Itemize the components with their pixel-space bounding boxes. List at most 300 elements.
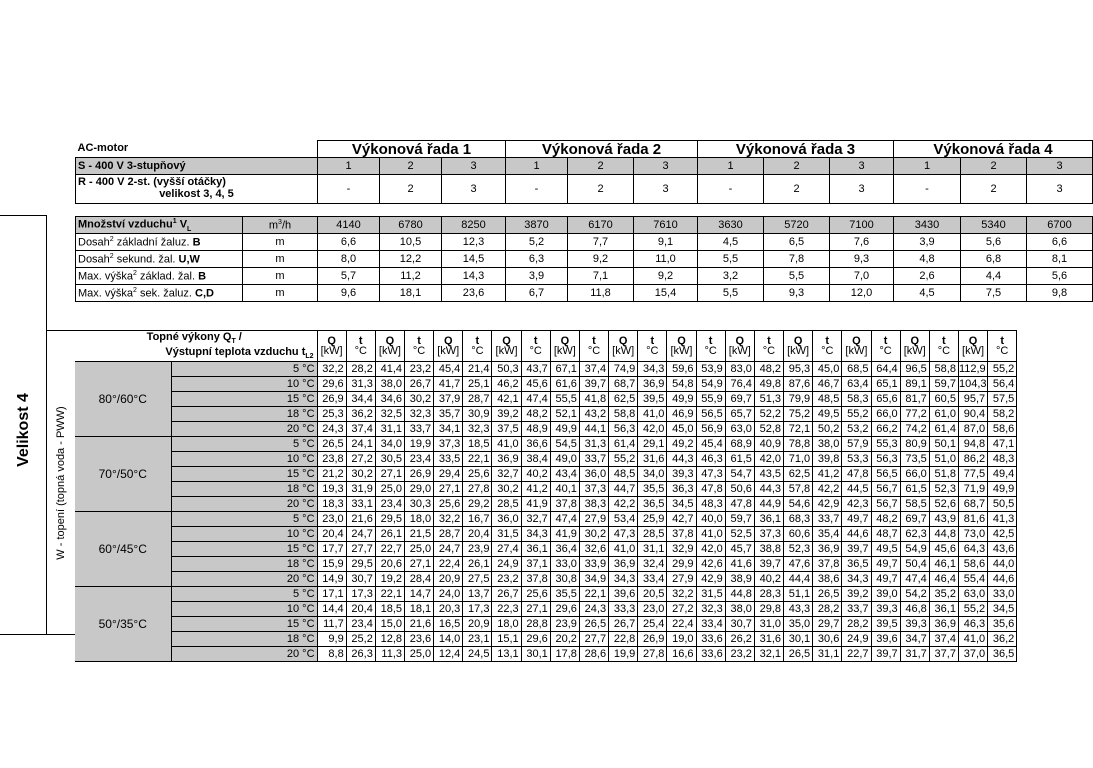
series-row	[76, 141, 1093, 158]
q-unit: [kW]	[728, 345, 751, 358]
t-value: 30,7	[346, 572, 375, 587]
t-value: 37,8	[813, 557, 842, 572]
t-value: 44,0	[988, 557, 1017, 572]
t-value: 52,8	[754, 422, 783, 437]
q-value: 33,5	[434, 452, 463, 467]
t-header	[405, 331, 434, 362]
q-symbol: Q	[735, 334, 745, 347]
t-value: 49,8	[754, 377, 783, 392]
q-value: 68,9	[725, 437, 754, 452]
air-value: 5720	[764, 217, 830, 234]
t-value: 49,5	[871, 542, 900, 557]
param-unit: m	[243, 268, 318, 285]
q-unit: [kW]	[378, 345, 401, 358]
heading-line2-a: Výstupní teplota vzduchu t	[165, 346, 306, 359]
q-value: 94,8	[958, 437, 987, 452]
t-value: 52,3	[929, 482, 958, 497]
t-value: 42,5	[988, 527, 1017, 542]
gap-row	[76, 204, 1093, 217]
t-value: 66,2	[871, 422, 900, 437]
q-value: 61,4	[609, 437, 638, 452]
t-value: 37,7	[929, 647, 958, 662]
param-value: 7,7	[568, 234, 634, 251]
q-value: 62,5	[609, 392, 638, 407]
q-value: 41,0	[609, 542, 638, 557]
t-value: 64,4	[871, 362, 900, 377]
t-value: 66,0	[871, 407, 900, 422]
q-value: 73,5	[900, 452, 929, 467]
param-value: 4,5	[698, 234, 764, 251]
q-value: 26,5	[784, 647, 813, 662]
r-value: 2	[568, 175, 634, 204]
q-unit: [kW]	[903, 345, 926, 358]
param-label-sup: 2	[133, 286, 137, 294]
param-value: 11,0	[634, 251, 698, 268]
t-value: 49,5	[813, 407, 842, 422]
param-value: 2,6	[894, 268, 961, 285]
t-value: 38,8	[754, 542, 783, 557]
q-value: 22,4	[434, 557, 463, 572]
t-value: 36,9	[929, 617, 958, 632]
q-value: 32,2	[317, 362, 346, 377]
air-value: 6780	[380, 217, 442, 234]
q-value: 104,3	[958, 377, 987, 390]
t-value: 38,3	[579, 497, 608, 512]
q-symbol: Q	[852, 334, 861, 347]
q-value: 29,5	[375, 512, 404, 527]
q-value: 34,3	[609, 572, 638, 587]
q-value: 59,7	[725, 512, 754, 527]
param-row	[76, 234, 1093, 251]
q-value: 47,3	[609, 527, 638, 542]
q-unit: [kW]	[787, 345, 810, 358]
t-unit: °C	[821, 345, 834, 358]
q-value: 22,7	[375, 542, 404, 557]
q-value: 27,1	[375, 467, 404, 482]
q-value: 45,0	[667, 422, 696, 437]
t-value: 55,2	[988, 362, 1017, 377]
q-value: 29,4	[434, 467, 463, 482]
data-row	[75, 437, 1017, 452]
q-value: 62,3	[900, 527, 929, 542]
q-value: 69,7	[725, 392, 754, 407]
r-value: 3	[830, 175, 894, 204]
q-value: 34,1	[434, 422, 463, 437]
q-value: 21,2	[317, 467, 346, 482]
q-value: 30,2	[492, 482, 521, 497]
t-value: 29,6	[521, 632, 550, 647]
t-value: 46,4	[929, 572, 958, 587]
q-value: 57,9	[842, 437, 871, 452]
q-value: 16,5	[434, 617, 463, 632]
t-value: 36,1	[929, 602, 958, 617]
q-value: 34,3	[842, 572, 871, 587]
t-value: 24,3	[579, 602, 608, 617]
q-header	[958, 331, 987, 362]
q-header	[842, 331, 871, 362]
q-value: 43,4	[550, 467, 579, 482]
q-value: 34,5	[667, 497, 696, 512]
t-value: 39,0	[871, 587, 900, 602]
t-value: 38,6	[813, 572, 842, 587]
heading-line2	[75, 346, 314, 361]
velikost-label: Velikost 4	[15, 393, 32, 467]
q-value: 37,9	[434, 392, 463, 407]
air-unit-m: m	[268, 219, 279, 232]
t-value: 29,7	[813, 617, 842, 632]
param-value: 6,7	[506, 285, 568, 302]
q-value: 65,7	[725, 407, 754, 422]
t-value: 40,2	[754, 572, 783, 587]
q-value: 72,1	[784, 422, 813, 437]
q-value: 29,9	[667, 557, 696, 572]
param-unit: m	[243, 285, 318, 302]
q-unit: [kW]	[553, 345, 576, 358]
q-value: 14,0	[434, 632, 463, 647]
inlet-temp: 20 °C	[171, 497, 317, 512]
t-value: 36,2	[346, 407, 375, 422]
t-value: 61,4	[929, 422, 958, 437]
t-value: 28,2	[346, 362, 375, 377]
air-value: 5340	[961, 217, 1027, 234]
q-header	[317, 331, 346, 362]
t-value: 16,7	[463, 512, 492, 527]
t-value: 29,2	[463, 497, 492, 512]
param-value: 7,6	[830, 234, 894, 251]
param-value: 5,6	[1027, 268, 1093, 285]
t-value: 42,2	[813, 482, 842, 497]
t-value: 27,5	[463, 572, 492, 587]
t-value: 28,7	[463, 392, 492, 407]
t-value: 46,3	[696, 452, 725, 467]
ac-motor-text: AC-motor	[77, 142, 129, 155]
q-value: 46,8	[900, 602, 929, 617]
t-value: 42,9	[696, 572, 725, 587]
q-unit: [kW]	[962, 345, 985, 358]
t-value: 37,4	[929, 632, 958, 647]
param-value: 5,7	[318, 268, 380, 285]
t-value: 29,5	[346, 557, 375, 572]
t-value: 32,3	[463, 422, 492, 437]
param-value: 6,5	[764, 234, 830, 251]
data-row	[75, 602, 1017, 617]
heading-line2-sub: L2	[305, 353, 314, 361]
param-value: 3,9	[894, 234, 961, 251]
air-label-text: Množství vzduchu	[78, 218, 173, 231]
q-value: 57,8	[784, 482, 813, 497]
q-value: 52,1	[550, 407, 579, 422]
t-value: 33,6	[696, 647, 725, 662]
t-header	[463, 331, 492, 362]
q-value: 29,6	[317, 377, 346, 392]
param-value: 7,0	[830, 268, 894, 285]
t-value: 48,9	[521, 422, 550, 437]
inlet-temp: 20 °C	[171, 572, 317, 587]
param-value: 8,1	[1027, 251, 1093, 268]
t-unit: °C	[996, 345, 1009, 358]
air-label-sym: V	[179, 218, 188, 231]
q-value: 44,8	[725, 587, 754, 602]
data-row	[75, 632, 1017, 647]
param-value: 9,2	[634, 268, 698, 285]
t-value: 51,8	[929, 467, 958, 482]
r-value: -	[894, 175, 961, 204]
data-row	[75, 497, 1017, 512]
t-header	[346, 331, 375, 362]
q-value: 54,7	[725, 467, 754, 482]
q-value: 32,7	[492, 467, 521, 482]
t-value: 36,5	[638, 497, 667, 512]
t-value: 25,9	[638, 512, 667, 527]
q-value: 53,2	[842, 422, 871, 437]
q-value: 54,9	[900, 542, 929, 557]
air-value: 8250	[442, 217, 506, 234]
q-unit: [kW]	[495, 345, 518, 358]
q-value: 24,0	[434, 587, 463, 602]
param-value: 5,5	[698, 251, 764, 268]
q-value: 67,1	[550, 362, 579, 377]
param-value: 11,2	[380, 268, 442, 285]
t-value: 27,9	[579, 512, 608, 527]
t-header	[871, 331, 900, 362]
q-value: 36,9	[609, 557, 638, 572]
q-value: 33,0	[550, 557, 579, 572]
t-symbol: t	[708, 334, 713, 347]
q-value: 41,7	[434, 377, 463, 392]
t-value: 31,6	[638, 452, 667, 467]
t-value: 49,7	[871, 557, 900, 572]
q-value: 41,4	[375, 362, 404, 377]
q-value: 42,3	[842, 497, 871, 512]
data-row	[75, 362, 1017, 377]
t-value: 51,0	[929, 452, 958, 467]
t-value: 41,2	[813, 467, 842, 482]
q-value: 34,7	[900, 632, 929, 647]
q-value: 30,7	[725, 617, 754, 632]
t-value: 33,1	[346, 497, 375, 512]
q-value: 46,9	[667, 407, 696, 422]
t-value: 27,1	[405, 557, 434, 572]
inlet-temp: 10 °C	[171, 602, 317, 617]
data-row	[75, 482, 1017, 497]
q-value: 39,2	[492, 407, 521, 422]
q-value: 19,0	[667, 632, 696, 647]
q-value: 37,8	[667, 527, 696, 542]
t-value: 23,4	[405, 452, 434, 467]
t-value: 58,2	[988, 407, 1017, 422]
t-value: 26,5	[813, 587, 842, 602]
q-value: 32,5	[375, 407, 404, 422]
t-symbol: t	[942, 334, 946, 347]
r-label-line1: R - 400 V 2-st. (vyšší otáčky)	[78, 176, 226, 189]
t-header	[988, 331, 1017, 362]
q-value: 17,7	[317, 542, 346, 557]
t-value: 19,9	[405, 437, 434, 452]
inlet-temp: 20 °C	[171, 422, 317, 437]
t-value: 39,5	[871, 617, 900, 632]
q-value: 36,5	[842, 557, 871, 572]
q-value: 26,1	[375, 527, 404, 542]
t-value: 58,6	[988, 422, 1017, 437]
q-value: 54,8	[667, 377, 696, 392]
q-value: 45,4	[434, 362, 463, 377]
q-unit: [kW]	[437, 345, 460, 358]
q-value: 87,0	[958, 422, 987, 437]
q-value: 32,9	[667, 542, 696, 557]
q-value: 44,7	[609, 482, 638, 497]
gap-cell	[76, 204, 1093, 217]
q-value: 28,2	[842, 617, 871, 632]
t-value: 56,5	[871, 467, 900, 482]
param-value: 6,6	[1027, 234, 1093, 251]
t-value: 27,2	[346, 452, 375, 467]
data-row	[75, 422, 1017, 437]
q-value: 19,9	[609, 647, 638, 662]
t-value: 41,3	[988, 512, 1017, 527]
q-value: 22,3	[492, 602, 521, 617]
t-value: 46,1	[929, 557, 958, 572]
t-value: 41,0	[638, 407, 667, 422]
param-row	[76, 251, 1093, 268]
q-header	[375, 331, 404, 362]
t-value: 37,4	[346, 422, 375, 437]
q-value: 90,4	[958, 407, 987, 422]
param-value: 10,5	[380, 234, 442, 251]
inlet-temp: 10 °C	[171, 452, 317, 467]
t-value: 13,7	[463, 587, 492, 602]
t-value: 46,7	[813, 377, 842, 392]
q-value: 11,3	[375, 647, 404, 662]
t-unit: °C	[646, 345, 659, 358]
medium-label: W - topení (topná voda - PWW)	[55, 406, 67, 560]
heating-heading	[75, 331, 317, 362]
t-value: 40,2	[521, 467, 550, 482]
r-value: 2	[764, 175, 830, 204]
q-value: 22,4	[667, 617, 696, 632]
q-value: 15,9	[317, 557, 346, 572]
t-value: 31,0	[754, 617, 783, 632]
t-symbol: t	[767, 334, 771, 347]
t-value: 39,7	[754, 557, 783, 572]
q-value: 47,4	[550, 512, 579, 527]
param-value: 4,5	[894, 285, 961, 302]
param-value: 9,3	[830, 251, 894, 268]
t-value: 33,6	[696, 632, 725, 647]
q-value: 34,6	[375, 392, 404, 407]
inlet-temp: 5 °C	[171, 512, 317, 527]
q-value: 47,8	[725, 497, 754, 512]
t-value: 37,8	[521, 572, 550, 587]
s-value: 2	[568, 158, 634, 175]
t-value: 33,7	[813, 512, 842, 527]
q-value: 68,7	[958, 497, 987, 512]
q-value: 53,4	[609, 512, 638, 527]
param-value: 6,3	[506, 251, 568, 268]
t-value: 34,4	[346, 392, 375, 407]
q-value: 23,4	[375, 497, 404, 512]
q-value: 36,9	[492, 452, 521, 467]
q-value: 22,7	[842, 647, 871, 662]
q-value: 83,0	[725, 362, 754, 377]
t-value: 31,3	[346, 377, 375, 392]
q-value: 25,0	[375, 482, 404, 497]
t-value: 34,9	[579, 572, 608, 587]
q-value: 74,9	[609, 362, 638, 377]
t-value: 32,6	[579, 542, 608, 557]
q-value: 26,9	[317, 392, 346, 407]
series-header: Výkonová řada 2	[506, 141, 698, 158]
q-value: 27,2	[667, 602, 696, 617]
q-symbol: Q	[385, 334, 395, 347]
t-value: 22,1	[579, 587, 608, 602]
q-value: 23,2	[725, 647, 754, 662]
air-unit-sup: 3	[278, 218, 282, 226]
q-value: 44,4	[784, 572, 813, 587]
t-unit: °C	[879, 345, 892, 358]
t-header	[579, 331, 608, 362]
t-value: 26,9	[638, 632, 667, 647]
t-value: 61,0	[929, 407, 958, 422]
param-value: 8,0	[318, 251, 380, 268]
s-value: 1	[318, 158, 380, 175]
t-value: 41,9	[521, 497, 550, 512]
q-value: 53,3	[842, 452, 871, 467]
t-value: 32,7	[521, 512, 550, 527]
t-value: 21,5	[405, 527, 434, 542]
q-value: 61,5	[900, 482, 929, 497]
t-value: 49,7	[871, 572, 900, 587]
s-value: 3	[830, 158, 894, 175]
q-value: 56,3	[609, 422, 638, 437]
q-value: 37,8	[550, 497, 579, 512]
r-value: -	[698, 175, 764, 204]
q-value: 63,0	[725, 422, 754, 437]
q-value: 37,3	[434, 437, 463, 452]
q-symbol: Q	[443, 334, 453, 347]
t-value: 28,2	[813, 602, 842, 617]
t-value: 44,9	[754, 497, 783, 512]
q-value: 45,7	[725, 542, 754, 557]
q-header	[434, 331, 463, 362]
t-value: 17,3	[346, 587, 375, 602]
t-value: 43,9	[929, 512, 958, 527]
t-value: 18,0	[405, 512, 434, 527]
q-value: 27,1	[434, 482, 463, 497]
param-label-b: sekund. žal.	[113, 253, 179, 266]
t-value: 17,3	[463, 602, 492, 617]
t-value: 50,2	[813, 422, 842, 437]
t-value: 47,4	[521, 392, 550, 407]
t-value: 23,2	[405, 362, 434, 377]
q-symbol: Q	[793, 334, 803, 347]
param-row	[76, 285, 1093, 302]
q-value: 26,2	[725, 632, 754, 647]
t-value: 47,1	[988, 437, 1017, 452]
r-value: -	[506, 175, 568, 204]
t-value: 21,4	[463, 362, 492, 377]
param-unit: m	[243, 234, 318, 251]
q-value: 39,6	[609, 587, 638, 602]
q-value: 36,0	[492, 512, 521, 527]
q-value: 44,6	[842, 527, 871, 542]
param-value: 15,4	[634, 285, 698, 302]
q-value: 39,3	[900, 617, 929, 632]
q-value: 30,5	[375, 452, 404, 467]
t-value: 37,3	[754, 527, 783, 542]
q-value: 26,7	[609, 617, 638, 632]
q-value: 40,1	[550, 482, 579, 497]
param-value: 9,6	[318, 285, 380, 302]
